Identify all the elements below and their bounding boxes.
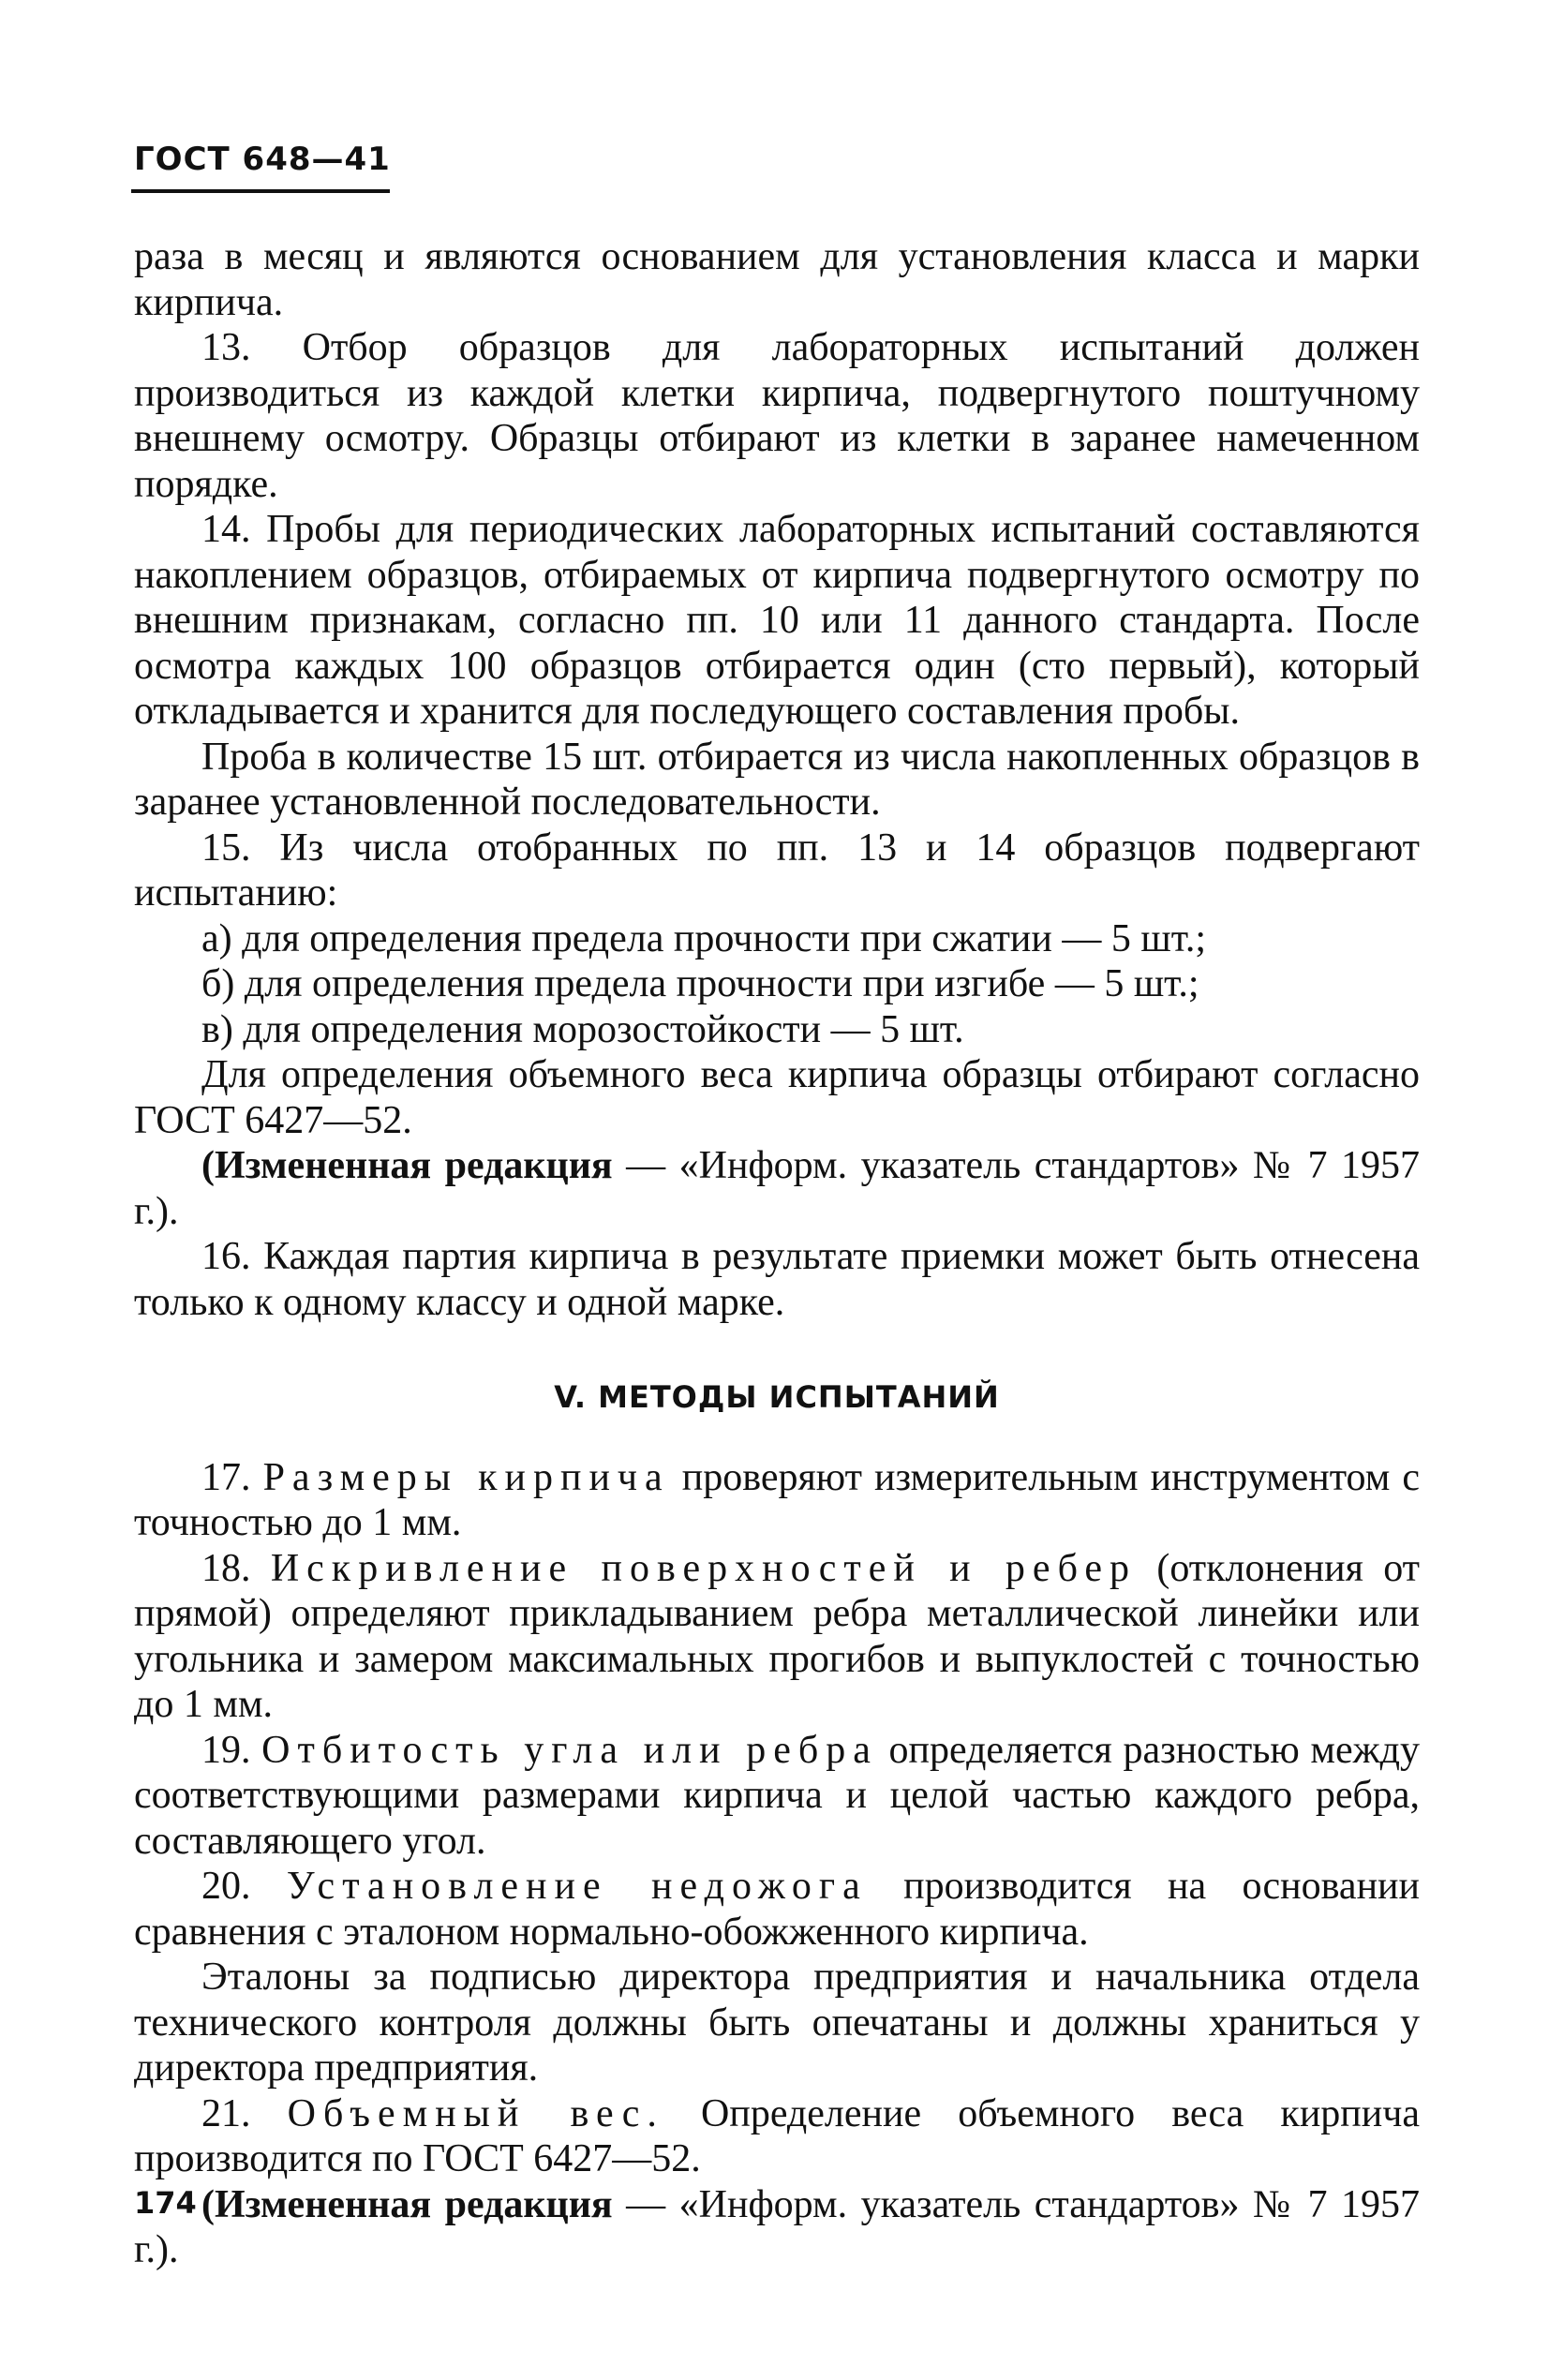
header-rule <box>131 189 390 193</box>
list-item-c: в) для определения морозостойкости — 5 шт. <box>201 1007 964 1051</box>
amendment-note-2 <box>134 2182 1420 2273</box>
item-text: проверяют измерительным инструментом с точностью до 1 мм. <box>134 1455 1420 1544</box>
item-number: 21. <box>201 2091 288 2135</box>
document-body <box>134 234 1420 2273</box>
paragraph-21 <box>134 2091 1420 2182</box>
list-item-a: а) для определения предела прочности при сжатии — 5 шт.; <box>201 916 1207 960</box>
paragraph-20 <box>134 1864 1420 1955</box>
item-text: Определение объемного веса кирпича производится по ГОСТ 6427—52. <box>134 2091 1421 2180</box>
spaced-term: Отбитость угла или ребра <box>261 1728 878 1772</box>
item-text: (отклонения от прямой) определяют прикладыванием ребра металлической линейки или угольника и замером максимальных прогибов и выпуклостей с точностью до 1 мм. <box>134 1546 1421 1726</box>
paragraph-19 <box>134 1728 1420 1865</box>
paragraph-15-density: Для определения объемного веса кирпича образцы отбирают согласно ГОСТ 6427—52. <box>134 1053 1420 1142</box>
paragraph-13: 13. Отбор образцов для лабораторных испытаний должен производиться из каждой клетки кирпича, подвергнутого поштучному внешнему осмотру. Образцы отбирают из клетки в заранее намеченном порядке. <box>134 326 1420 506</box>
spaced-term: Установление недожога <box>286 1865 868 1908</box>
list-item-b: б) для определения предела прочности при изгибе — 5 шт.; <box>201 962 1199 1005</box>
item-text: производится на основании сравнения с эталоном нормально-обожженного кирпича. <box>134 1865 1421 1954</box>
page-header: ГОСТ 648—41 <box>134 141 391 178</box>
spaced-term: Искривление поверхностей и ребер <box>270 1546 1138 1590</box>
paragraph-14-sample: Проба в количестве 15 шт. отбирается из числа накопленных образцов в заранее установленной последовательности. <box>134 735 1420 824</box>
section-title: V. МЕТОДЫ ИСПЫТАНИЙ <box>554 1379 1000 1415</box>
item-number: 20. <box>201 1865 287 1908</box>
paragraph-15: 15. Из числа отобранных по пп. 13 и 14 образцов подвергают испытанию: <box>134 826 1420 915</box>
paragraph-16: 16. Каждая партия кирпича в результате приемки может быть отнесена только к одному классу и одной марке. <box>134 1235 1420 1324</box>
amendment-note-1 <box>134 1143 1420 1234</box>
spaced-term: Объемный вес. <box>287 2091 664 2135</box>
item-number: 17. <box>201 1455 263 1499</box>
page-number: 174 <box>134 2185 197 2221</box>
amendment-label: (Измененная редакция <box>201 2182 613 2226</box>
paragraph-17 <box>134 1455 1420 1546</box>
amendment-text: — «Информ. указатель стандартов» № 7 1957 г.). <box>134 2182 1420 2271</box>
item-number: 19. <box>201 1728 262 1772</box>
item-number: 18. <box>201 1546 271 1590</box>
item-text: определяется разностью между соответствующими размерами кирпича и целой частью каждого ребра, составляющего угол. <box>134 1728 1420 1863</box>
paragraph-continuation: раза в месяц и являются основанием для установления класса и марки кирпича. <box>134 235 1420 324</box>
spaced-term: Размеры кирпича <box>262 1455 670 1499</box>
paragraph-14: 14. Пробы для периодических лабораторных испытаний составляются накоплением образцов, отбираемых от кирпича подвергнутого осмотру по внешним признакам, согласно пп. 10 или 11 данного стандарта. После осмотра каждых 100 образцов отбирается один (сто первый), который откладывается и хранится для последующего составления пробы. <box>134 508 1420 733</box>
amendment-label: (Измененная редакция <box>201 1144 613 1187</box>
paragraph-18 <box>134 1546 1420 1728</box>
paragraph-20-standards: Эталоны за подписью директора предприятия и начальника отдела технического контроля должны быть опечатаны и должны храниться у директора предприятия. <box>134 1956 1420 2090</box>
amendment-text: — «Информ. указатель стандартов» № 7 1957 г.). <box>134 1144 1420 1233</box>
